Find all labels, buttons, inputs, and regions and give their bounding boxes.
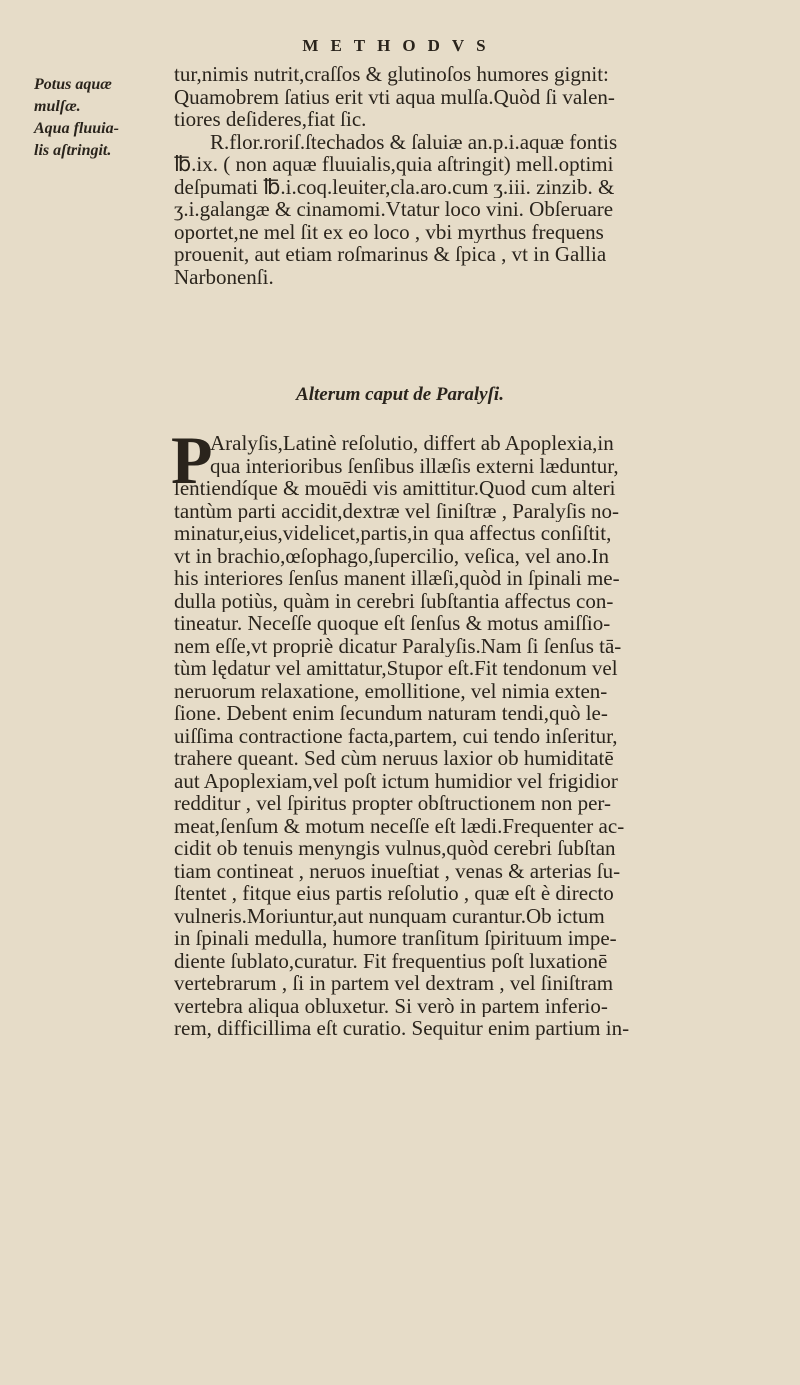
text-line: dulla potiùs, quàm in cerebri ſubſtantia affectus con- (174, 589, 614, 612)
text-line: meat,ſenſum & motum neceſſe eſt lædi.Frequenter ac- (174, 814, 625, 837)
text-line: trahere queant. Sed cùm neruus laxior ob humiditatē (174, 747, 614, 770)
body-paragraph (174, 432, 774, 1040)
text-line: ℔.ix. ( non aquæ fluuialis,quia aſtringit) mell.optimi (174, 153, 614, 176)
top-paragraph (174, 63, 774, 288)
text-line: in ſpinali medulla, humore tranſitum ſpirituum impe- (174, 927, 617, 950)
margin-note: Potus aquæ (34, 76, 112, 93)
text-line: cidit ob tenuis menyngis vulnus,quòd cerebri ſubſtan (174, 837, 616, 860)
text-line: deſpumati ℔.i.coq.leuiter,cla.aro.cum ʒ.iii. zinzib. & (174, 175, 615, 198)
text-line: vertebrarum , ſi in partem vel dextram , vel ſiniſtram (174, 972, 614, 995)
margin-note: mulſæ. (34, 98, 81, 115)
margin-note: Aqua fluuia- (34, 120, 119, 137)
text-line: ſentiendíque & mouēdi vis amittitur.Quod cum alteri (174, 477, 616, 500)
text-line: minatur,eius,videlicet,partis,in qua affectus conſiſtit, (174, 522, 612, 545)
text-line: vulneris.Moriuntur,aut nunquam curantur.Ob ictum (174, 904, 605, 927)
text-line: Narbonenſi. (174, 265, 274, 288)
text-line: vertebra aliqua obluxetur. Si verò in partem inferio- (174, 994, 608, 1017)
margin-notes (34, 74, 170, 162)
text-line: nem eſſe,vt propriè dicatur Paralyſis.Nam ſi ſenſus tā- (174, 634, 622, 657)
text-line: aut Apoplexiam,vel poſt ictum humidior vel frigidior (174, 769, 618, 792)
text-line: Quamobrem ſatius erit vti aqua mulſa.Quòd ſi valen- (174, 85, 615, 108)
text-line: tineatur. Neceſſe quoque eſt ſenſus & motus amiſſio- (174, 612, 611, 635)
text-line: tantùm parti accidit,dextræ vel ſiniſtræ , Paralyſis no- (174, 499, 619, 522)
text-line: tiores deſideres,fiat ſic. (174, 108, 367, 131)
text-line: his interiores ſenſus manent illæſi,quòd in ſpinali me- (174, 567, 620, 590)
running-head: METHODVS (302, 36, 498, 55)
text-line: qua interioribus ſenſibus illæſis externi læduntur, (210, 454, 619, 477)
text-line: prouenit, aut etiam roſmarinus & ſpica , vt in Gallia (174, 243, 607, 266)
text-line: Aralyſis,Latinè reſolutio, differt ab Apoplexia,in (210, 432, 614, 455)
text-line: ʒ.i.galangæ & cinamomi.Vtatur loco vini. Obſeruare (174, 198, 614, 221)
margin-note: lis aſtringit. (34, 142, 112, 159)
text-line: redditur , vel ſpiritus propter obſtructionem non per- (174, 792, 611, 815)
text-line: neruorum relaxatione, emollitione, vel nimia exten- (174, 679, 608, 702)
text-line: uiſſima contractione facta,partem, cui tendo inſeritur, (174, 724, 618, 747)
chapter-heading: Alterum caput de Paralyſi. (296, 384, 504, 405)
drop-cap: P (171, 422, 213, 498)
text-line: ſtentet , fitque eius partis reſolutio , quæ eſt è directo (174, 882, 614, 905)
text-line: tiam contineat , neruos inueſtiat , venas & arterias ſu- (174, 859, 621, 882)
text-line: R.flor.roriſ.ſtechados & ſaluiæ an.p.i.aquæ fontis (210, 130, 618, 153)
text-line: tùm lędatur vel amittatur,Stupor eſt.Fit tendonum vel (174, 657, 618, 680)
text-line: diente ſublato,curatur. Fit frequentius poſt luxationē (174, 949, 608, 972)
text-line: ſione. Debent enim ſecundum naturam tendi,quò le- (174, 702, 608, 725)
text-line: tur,nimis nutrit,craſſos & glutinoſos humores gignit: (174, 63, 609, 86)
text-line: vt in brachio,œſophago,ſupercilio, veſica, vel ano.In (174, 544, 610, 567)
text-line: oportet,ne mel ſit ex eo loco , vbi myrthus frequens (174, 220, 604, 243)
text-line: rem, difficillima eſt curatio. Sequitur enim partium in- (174, 1017, 630, 1040)
